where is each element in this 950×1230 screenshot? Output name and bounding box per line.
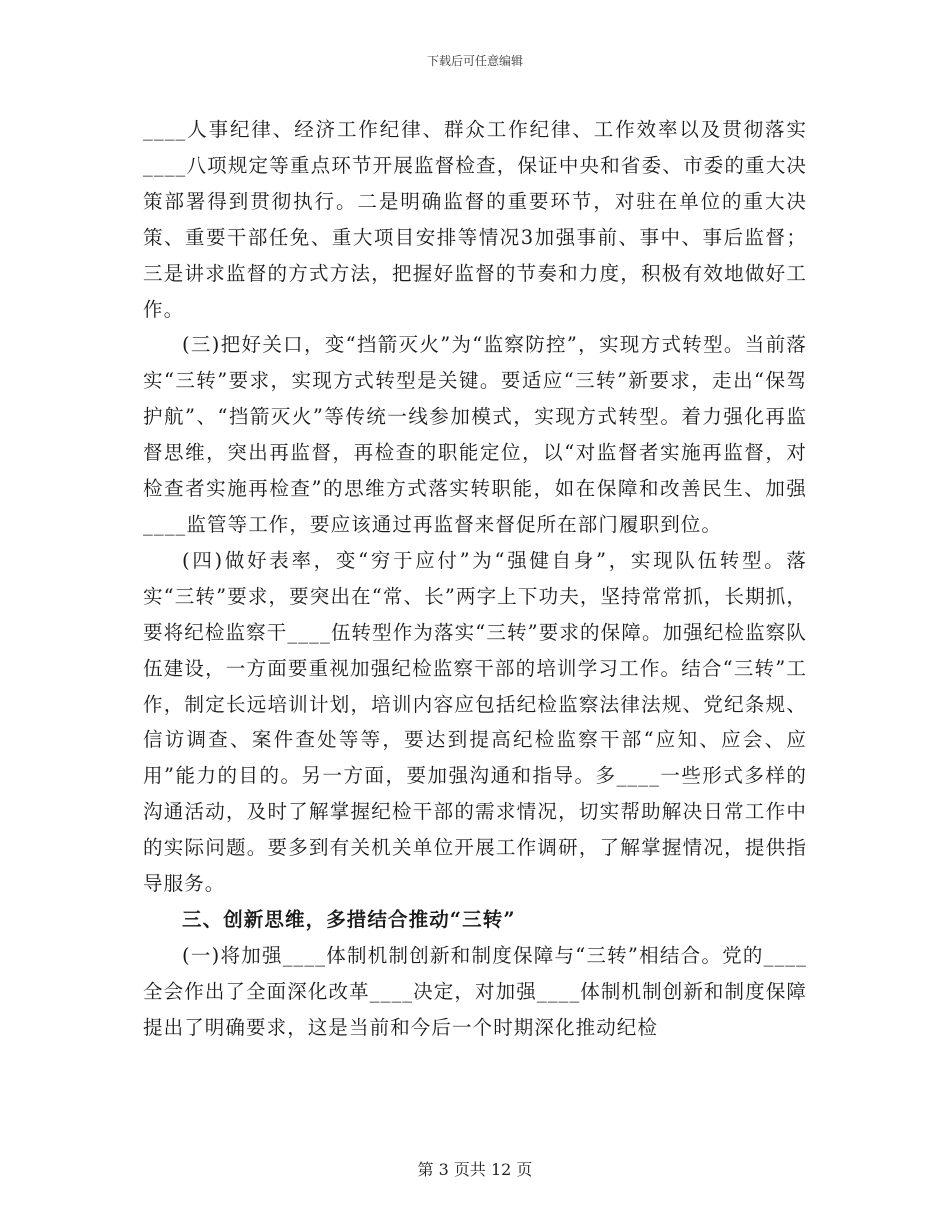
paragraph-3: (四)做好表率，变“穷于应付”为“强健自身”，实现队伍转型。落实“三转”要求，要突出在“常、长”两字上下功夫，坚持常常抓，长期抓，要将纪检监察干____伍转型作为落实“三转”要求的保障。加强纪检监察队伍建设，一方面要重视加强纪检监察干部的培训学习工作。结合“三转”工作，制定长远培训计划，培训内容应包括纪检监察法律法规、党纪条规、信访调查、案件查处等等，要达到提高纪检监察干部“应知、应会、应用”能力的目的。另一方面，要加强沟通和指导。多____一些形式多样的沟通活动，及时了解掌握纪检干部的需求情况，切实帮助解决日常工作中的实际问题。要多到有关机关单位开展工作调研，了解掌握情况，提供指导服务。 [143, 548, 807, 896]
page-header: 下载后可任意编辑 [426, 54, 523, 68]
paragraph-2: (三)把好关口，变“挡箭灭火”为“监察防控”，实现方式转型。当前落实“三转”要求，实现方式转型是关键。要适应“三转”新要求，走出“保驾护航”、“挡箭灭火”等传统一线参加模式，实现方式转型。着力强化再监督思维，突出再监督，再检查的职能定位，以“对监督者实施再监督，对检查者实施再检查”的思维方式落实转职能，如在保障和改善民生、加强____监管等工作，要应该通过再监督来督促所在部门履职到位。 [143, 333, 807, 536]
paragraph-4: (一)将加强____体制机制创新和制度保障与“三转”相结合。党的____全会作出了全面深化改革____决定，对加强____体制机制创新和制度保障提出了明确要求，这是当前和今后一个时期深化推动纪检 [143, 943, 807, 1039]
page-number: 第 3 页共 12 页 [417, 1160, 533, 1179]
section-heading: 三、创新思维，多措结合推动“三转” [182, 907, 516, 931]
paragraph-1: ____人事纪律、经济工作纪律、群众工作纪律、工作效率以及贯彻落实____八项规定等重点环节开展监督检查，保证中央和省委、市委的重大决策部署得到贯彻执行。二是明确监督的重要环节，对驻在单位的重大决策、重要干部任免、重大项目安排等情况3加强事前、事中、事后监督；三是讲求监督的方式方法，把握好监督的节奏和力度，积极有效地做好工作。 [143, 118, 807, 321]
document-body [143, 112, 807, 1046]
